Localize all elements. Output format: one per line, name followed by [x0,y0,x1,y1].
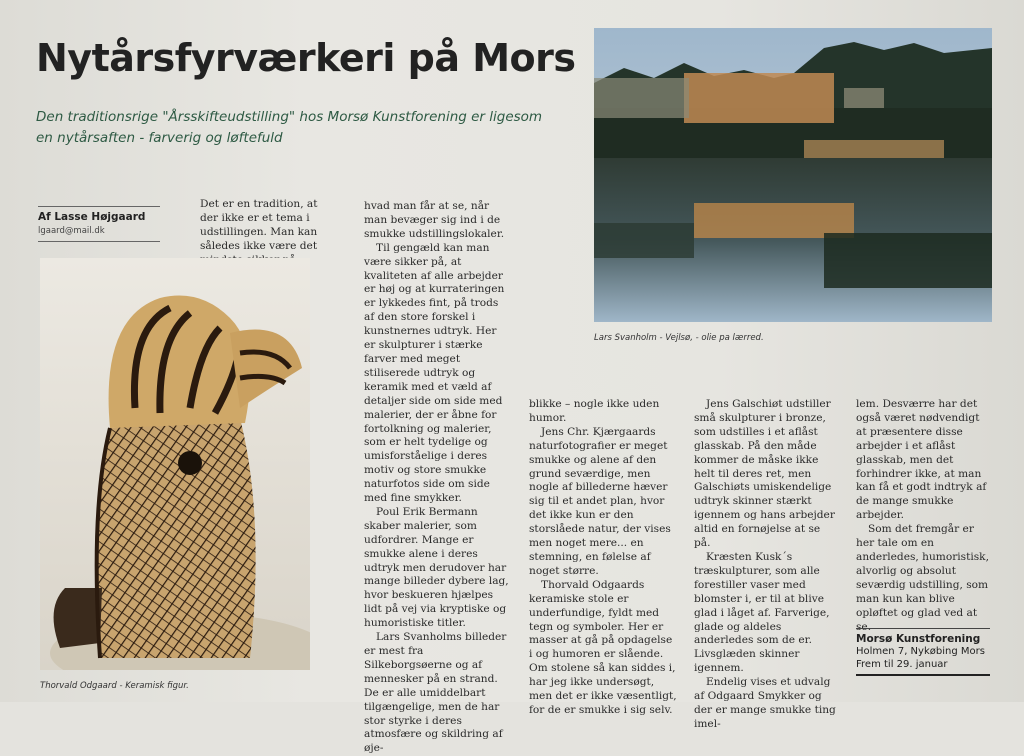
paragraph: Thorvald Odgaards keramiske stole er underfundige, fyldt med tegn og symboler. Her er masser at gå på opdagelse i og humoren er slående. Om stolene så kan siddes i, har jeg ikke undersøgt, men det er ikke væsentligt, for de er smukke i sig selv. [529,578,677,716]
column-5 [856,398,992,634]
paragraph: blikke – nogle ikke uden humor. [529,398,660,424]
info-organization: Morsø Kunstforening [856,633,981,645]
lead-paragraph: Den traditionsrige "Årsskifteudstilling" hos Morsø Kunstforening er ligesom en nytårsaften - farverig og løftefuld [36,109,543,146]
sculpture-illustration [40,258,310,670]
byline-email: lgaard@mail.dk [38,226,105,236]
painting-caption: Lars Svanholm - Vejlsø, - olie pa lærred. [594,333,764,343]
info-address: Holmen 7, Nykøbing Mors [856,646,985,657]
column-4 [694,398,840,732]
paragraph: Til gengæld kan man være sikker på, at kvaliteten af alle arbejder er høj og at kurrateringen er lykkedes fint, på trods af den store forskel i kunstnernes udtryk. Her er skulpturer i stærke farver med meget stiliserede udtryk og keramik med et væld af detaljer side om side med malerier, der er åbne for fortolkning og malerier, som er helt tydelige og umisforståelige i deres motiv og store smukke naturfotos side om side med fine smykker. [364,241,505,505]
paragraph: lem. Desværre har det også været nødvendigt at præsentere disse arbejder i et aflåst glasskab, men det forhindrer ikke, at man kan få et godt indtryk af de mange smukke arbejder. [856,398,987,522]
paragraph: Jens Chr. Kjærgaards naturfotografier er meget smukke og alene af den grund seværdige, men nogle af billederne hæver sig til et andet plan, hvor det ikke kun er den storslåede natur, der vises men noget mere... en stemning, en følelse af noget større. [529,425,671,577]
paragraph: Som det fremgår er her tale om en anderledes, humoristisk, alvorlig og absolut seværdig udstilling, som man kun kan blive opløftet og glad ved at se. [856,523,989,633]
painting-photo [594,28,992,322]
byline-author: Af Lasse Højgaard [38,211,146,223]
sculpture-caption: Thorvald Odgaard - Keramisk figur. [40,681,189,691]
paragraph: Kræsten Kusk´s træskulpturer, som alle forestiller vaser med blomster i, er til at blive glad i låget af. Farverige, glade og aldeles anderledes som de er. Livsglæden skinner igennem. [694,550,830,675]
paragraph: hvad man får at se, når man bevæger sig ind i de smukke udstillingslokaler. [364,200,505,240]
lake-painting-illustration [594,28,992,322]
info-dates: Frem til 29. januar [856,659,948,670]
column-3 [529,398,677,718]
sculpture-photo [40,258,310,670]
exhibition-info-box [856,628,990,676]
paragraph: Det er en tradition, at der ikke er et tema i udstillingen. Man kan således ikke være det [200,198,318,252]
byline [38,206,160,242]
headline: Nytårsfyrværkeri på Mors [36,36,576,80]
paragraph: Poul Erik Bermann skaber malerier, som udfordrer. Mange er smukke alene i deres udtryk men derudover har mange billeder dybere lag, hvor beskueren hjælpes lidt på vej via kryptiske og humoristiske titler. [364,505,509,630]
paragraph: Jens Galschiøt udstiller små skulpturer i bronze, som udstilles i et aflåst glasskab. På den måde kommer de måske ikke helt til deres ret, men Galschiøts umiskendelige udtryk skinner stærkt igennem og hans arbejder altid en fornøjelse at se på. [694,398,835,550]
column-2 [364,200,509,756]
paragraph: Endelig vises et udvalg af Odgaard Smykker og der er mange smukke ting imel- [694,676,836,730]
paragraph: Lars Svanholms billeder er mest fra Silkeborgsøerne og af mennesker på en strand. De er alle umiddelbart tilgængelige, men de har stor styrke i deres atmosfære og skildring af øje- [364,631,507,755]
